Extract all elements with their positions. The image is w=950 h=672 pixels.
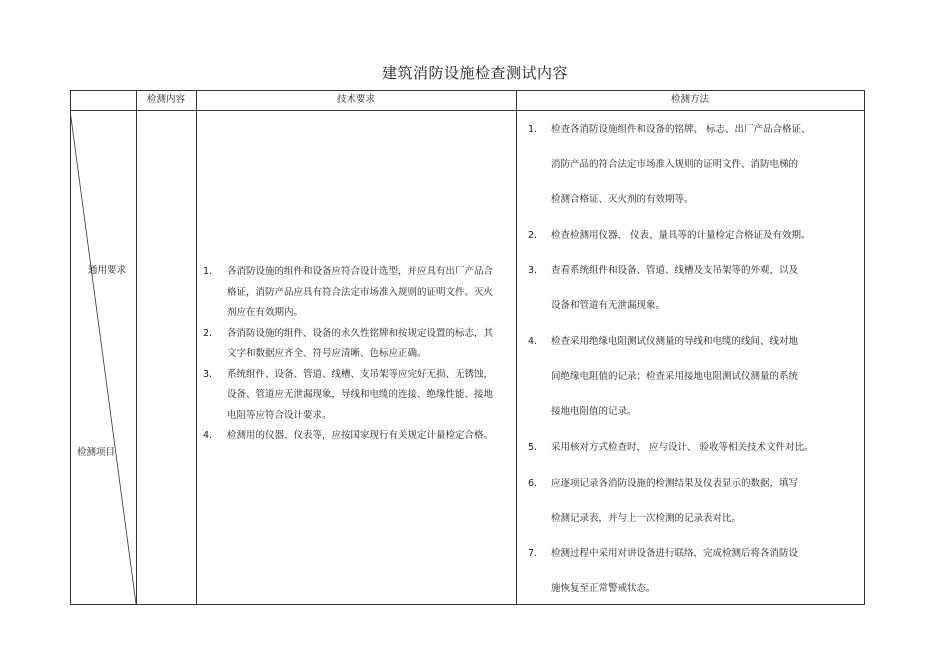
list-item	[203, 262, 493, 324]
list-item	[528, 263, 858, 333]
diagonal-divider	[70, 110, 136, 604]
item-text: 各消防设施的组件和设备应符合设计选型，并应具有出厂产品合格证，消防产品应具有符合法定市场准入规则的证明文件。灭火剂应在有效期内。	[227, 266, 494, 318]
item-text-line: 应逐项记录各消防设施的检测结果及仪表显示的数据，填写	[551, 478, 799, 489]
item-number: 3.	[528, 265, 538, 276]
item-number: 1.	[528, 124, 538, 135]
col-divider-3	[516, 90, 517, 605]
item-number: 5.	[528, 442, 538, 453]
header-check-content: 检测内容	[146, 94, 185, 105]
col-divider-2	[196, 90, 197, 605]
list-item	[528, 546, 858, 616]
item-number: 4.	[203, 430, 213, 441]
item-text-line: 设备和管道有无泄漏现象。	[551, 300, 666, 311]
header-check-method: 检测方法	[670, 94, 709, 105]
item-text: 各消防设施的组件、设备的永久性铭牌和按规定设置的标志，其文字和数据应齐全、符号应清晰、色标应正确。	[227, 327, 494, 359]
item-text-line: 间绝缘电阻值的记录；检查采用接地电阻测试仪测量的系统	[551, 371, 799, 382]
list-item	[528, 334, 858, 439]
item-text-line: 检测过程中采用对讲设备进行联络，完成检测后将各消防设	[551, 548, 799, 559]
item-number: 7.	[528, 548, 538, 559]
list-item	[528, 228, 858, 263]
col-divider-1	[136, 90, 137, 605]
item-text-line: 检测合格证、灭火剂的有效期等。	[551, 194, 694, 205]
list-item	[528, 122, 858, 227]
list-item	[528, 476, 858, 546]
item-number: 4.	[528, 336, 538, 347]
item-text-line: 检查检测用仪器、 仪表、量具等的计量检定合格证及有效期。	[551, 230, 811, 241]
list-item	[528, 440, 858, 475]
item-text-line: 消防产品的符合法定市场准入规则的证明文件、消防电梯的	[551, 159, 799, 170]
item-text: 系统组件、设备、管道、线槽、支吊架等应完好无损、无锈蚀，设备、管道应无泄漏现象，导线和电缆的连接、绝缘性能、接地电阻等应符合设计要求。	[227, 368, 494, 421]
header-bottom-border	[70, 110, 865, 111]
item-text-line: 查看系统组件和设备、管道、线槽及支吊架等的外观，以及	[551, 265, 799, 276]
row-label-items: 检测项目	[77, 447, 116, 458]
item-text-line: 检测记录表，并与上一次检测的记录表对比。	[551, 513, 742, 524]
item-text-line: 采用核对方式检查时， 应与设计、 验收等相关技术文件对比。	[551, 442, 814, 453]
list-item	[203, 365, 493, 427]
tech-requirements-list	[203, 262, 493, 447]
item-number: 6.	[528, 478, 538, 489]
item-text-line: 检查各消防设施组件和设备的铭牌、 标志、出厂产品合格证、	[551, 124, 811, 135]
item-number: 2.	[528, 230, 538, 241]
row-label-general: 通用要求	[88, 265, 127, 276]
item-text-line: 接地电阻值的记录。	[551, 406, 637, 417]
item-number: 3.	[203, 368, 213, 380]
item-text-line: 检查采用绝缘电阻测试仪测量的导线和电缆的线间、线对地	[551, 336, 799, 347]
list-item	[203, 426, 493, 447]
table-right-border	[864, 90, 865, 605]
item-text-line: 施恢复至正常警戒状态。	[551, 583, 656, 594]
item-text: 检测用的仪器、仪表等，应按国家现行有关规定计量检定合格。	[227, 430, 494, 441]
list-item	[203, 324, 493, 365]
header-tech-requirements: 技术要求	[336, 94, 375, 105]
item-number: 1.	[203, 266, 213, 277]
item-number: 2.	[203, 327, 213, 339]
page-title: 建筑消防设施检查测试内容	[381, 64, 568, 82]
